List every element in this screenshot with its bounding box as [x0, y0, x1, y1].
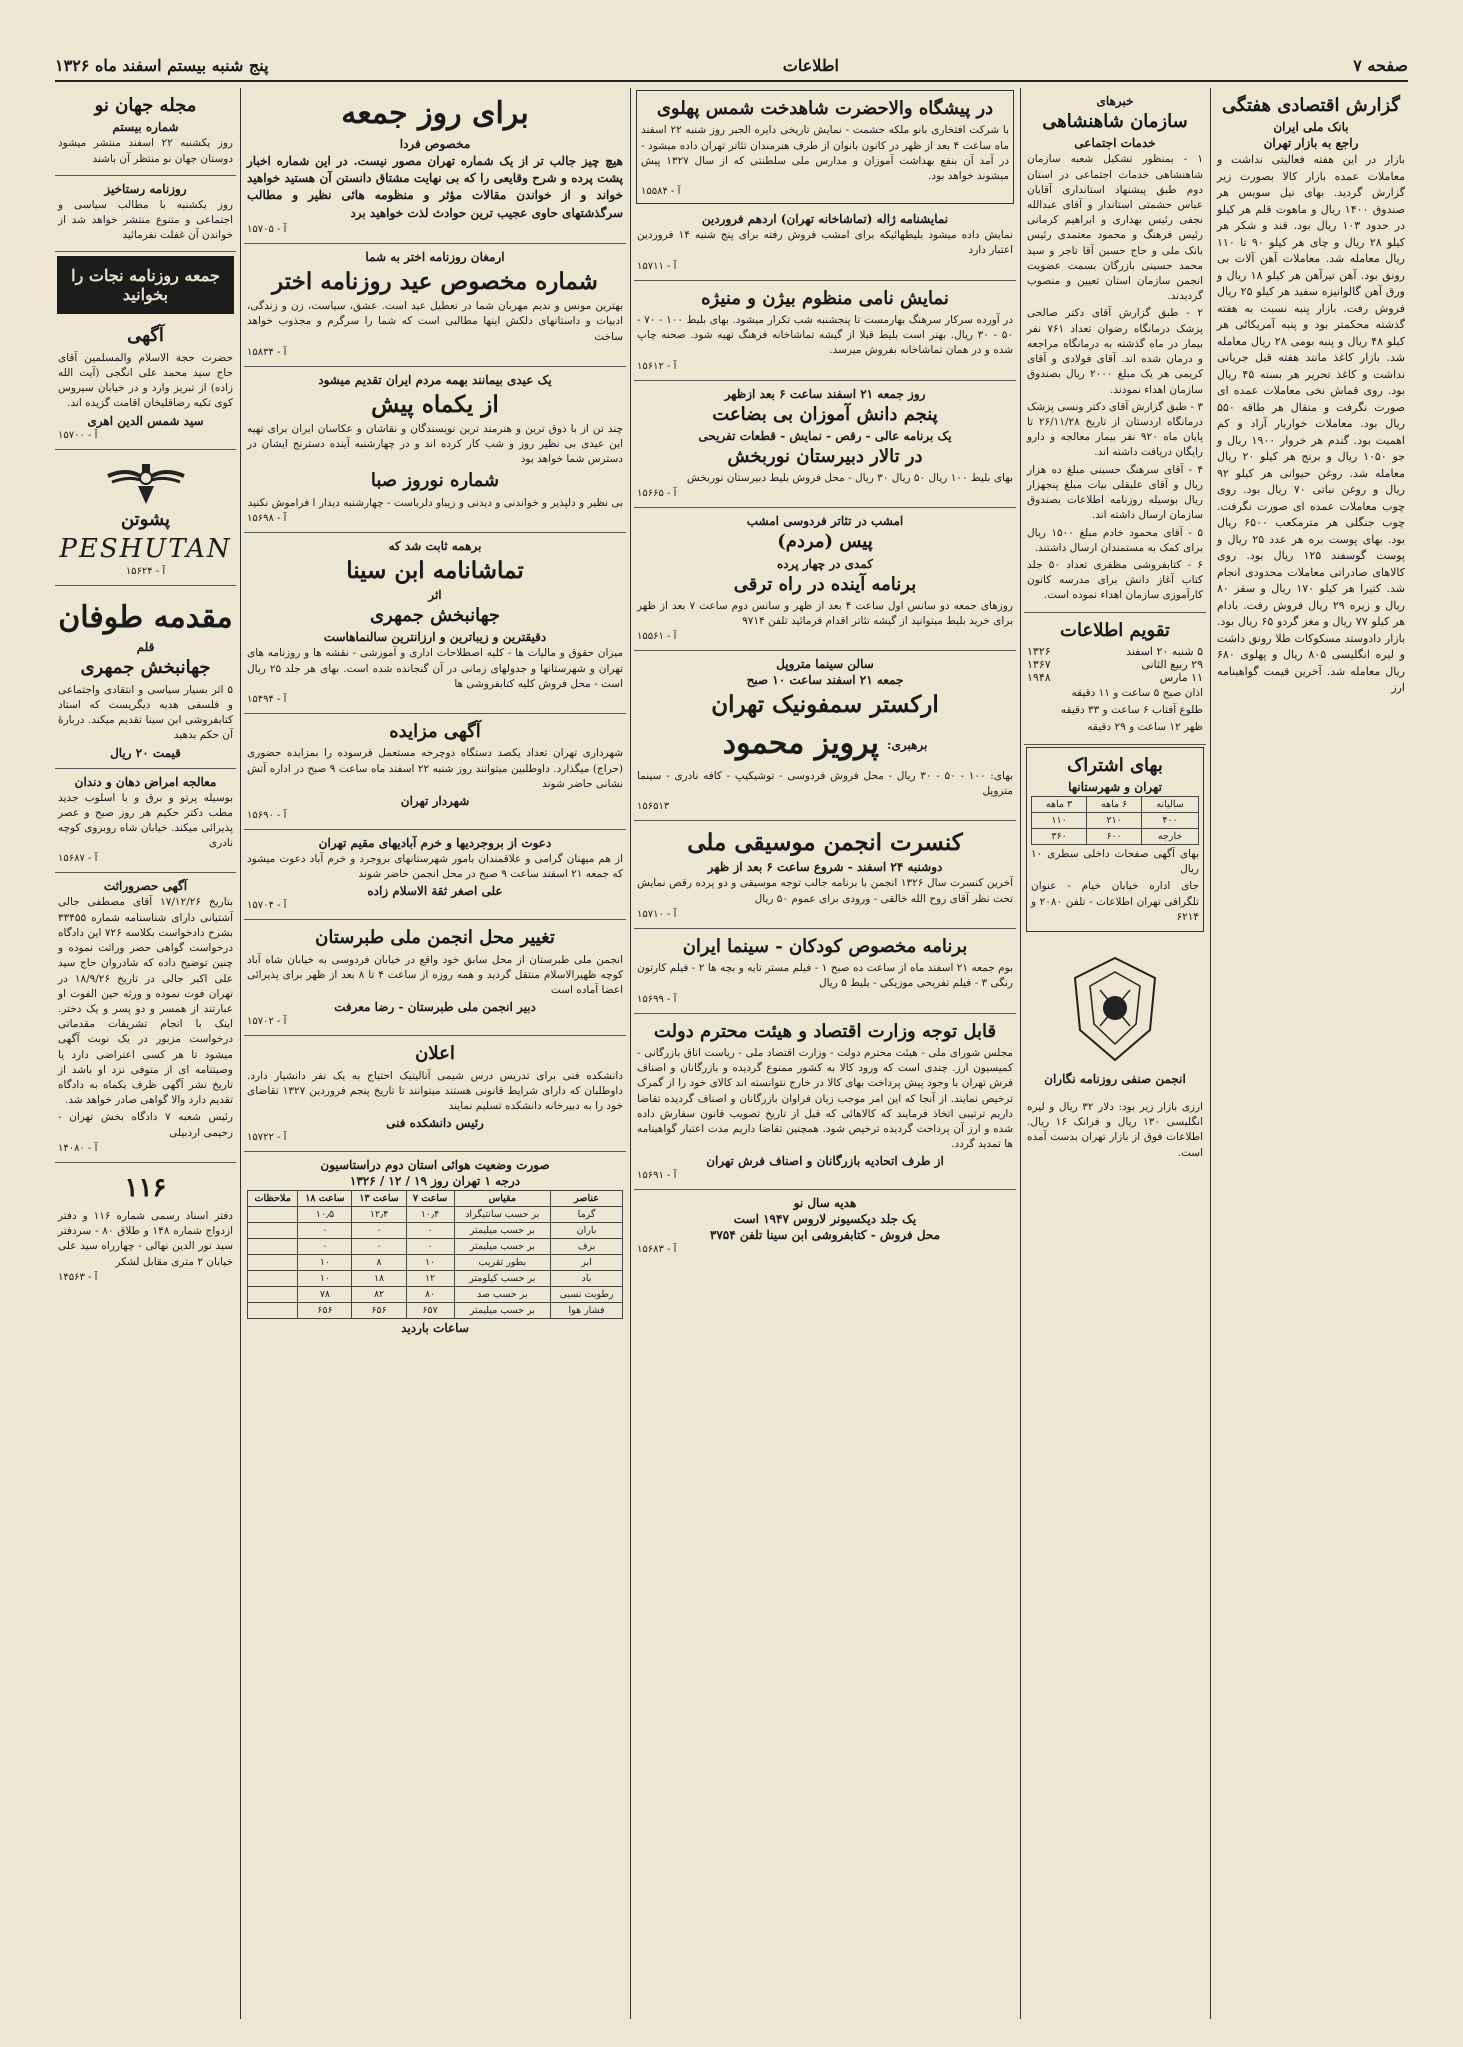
weather-note-cell — [248, 1255, 298, 1271]
d8-sign: رئیس دانشکده فنی — [386, 1116, 484, 1131]
ad10-code: آ - ۱۵۶۸۳ — [637, 1244, 677, 1256]
weather-cell: رطوبت نسبی — [551, 1287, 623, 1303]
peshutan-latin: PESHUTAN — [59, 533, 232, 564]
cal-row-label: ۵ شنبه ۲۰ اسفند — [1126, 644, 1203, 658]
e-num-body: دفتر اسناد رسمی شماره ۱۱۶ و دفتر ازدواج شماره ۱۴۸ و طلاق ۸۰ - سردفتر سید نور الدین نهالی - چهارراه سید علی خیابان ۲ متری مقابل لشکر — [58, 1209, 233, 1268]
e-book-author: جهانبخش جمهری — [80, 657, 211, 679]
ad5-title: پیس (مردم) — [777, 531, 873, 553]
column-rule — [240, 88, 241, 2019]
ad-symphony — [634, 651, 1016, 821]
d1-sub: مخصوص فردا — [399, 136, 471, 151]
ad-notice — [55, 318, 236, 449]
d4-body: میزان حقوق و مالیات ها - کلیه اصطلاحات اداری و آموزشی - نقشه ها و روزنامه های تهران و شهرستانها و جدولهای زمانی در آن گنجانده شده است. بهای هر جلد ۲۵ ریال است - محل فروش کلیه کتابفروشی ها — [247, 647, 623, 690]
ad-tabarestan — [244, 920, 626, 1036]
ad6-conductor: پرویز محمود — [722, 726, 880, 762]
peshutan-code: آ - ۱۵۶۲۴ — [125, 565, 166, 577]
weather-cell: ۶۵۶ — [298, 1303, 352, 1319]
news-title: خبرهای — [1096, 94, 1134, 108]
e-dental-title: معالجه امراض دهان و دندان — [74, 774, 217, 789]
ad8-code: آ - ۱۵۶۹۹ — [637, 993, 677, 1005]
paper-name: اطلاعات — [782, 55, 839, 75]
subscription-region: تهران و شهرستانها — [1068, 779, 1162, 794]
weather-note-cell — [248, 1287, 298, 1303]
calendar-box — [1024, 613, 1206, 745]
ad3-body: در آورده سرکار سرهنگ بهارمست تا پنجشنبه شب تکرار میشود. بهای بلیط ۱۰۰ - ۷۰ - ۵۰ - ۳۰ ریال. بهتر است بلیط قبلا از گیشه تماشاخانه فرهنگ تهیه شود. صحنه چاپ شده و در همان تماشاخانه بفروش میرسد. — [637, 313, 1013, 357]
ad5-code: آ - ۱۵۵۶۱ — [637, 631, 677, 643]
column-announcements — [244, 88, 626, 2019]
d5-title: آگهی مزایده — [389, 720, 481, 742]
ad-ferdowsi-theater — [634, 508, 1016, 651]
calendar-title: تقویم اطلاعات — [1060, 619, 1170, 641]
fx-body: ارزی بازار زیر بود: دلار ۳۲ ریال و لیره انگلیسی ۱۳۰ ریال و فرانک ۱۶ ریال. اطلاعات فوق از بازار تهران بدست آمده است. — [1027, 1100, 1204, 1159]
weather-cell: گرما — [551, 1207, 623, 1223]
d2-title: شماره مخصوص عید روزنامه اختر — [272, 268, 598, 296]
e-notice-code: آ - ۱۵۷۰۰ — [58, 429, 98, 441]
sub-v2: ۲۱۰ — [1087, 812, 1142, 828]
ad-estate — [55, 873, 236, 1163]
d3-title: از یکماه پیش — [371, 390, 499, 418]
weather-table — [247, 1190, 623, 1319]
weather-cell: بر حسب کیلومتر — [454, 1271, 551, 1287]
weather-col-18: ساعت ۱۸ — [298, 1191, 352, 1207]
e-book-by: قلم — [136, 640, 155, 655]
weather-col-elements: عناصر — [551, 1191, 623, 1207]
d3-body2: بی نظیر و دلپذیر و خواندنی و دیدنی و زیباو دلرباست - چهارشنبه دیدار ا فراموش نکنید — [247, 496, 623, 509]
weather-cell: ۱۰ — [406, 1255, 454, 1271]
ad1-title: در پیشگاه والاحضرت شاهدخت شمس پهلوی — [656, 98, 994, 119]
subscription-title: بهای اشتراک — [1067, 754, 1163, 776]
weather-col-13: ساعت ۱۳ — [352, 1191, 406, 1207]
ad6-pre: جمعه ۲۱ اسفند ساعت ۱۰ صبح — [746, 673, 904, 688]
e-book-body: ۵ اثر بسیار سیاسی و انتقادی واجتماعی و فلسفی هدیه دیگریست که استاد کتابفروشی ابن سینا تقدیم میکند. دربارهٔ آن حکم بدهید — [58, 683, 233, 742]
ad7-code: آ - ۱۵۷۱۰ — [637, 908, 677, 920]
ad-notary-116 — [55, 1163, 236, 1291]
weather-cell: بر حسب سانتيگراد — [454, 1207, 551, 1223]
emblem-label: انجمن صنفی روزنامه نگاران — [1044, 1071, 1186, 1086]
e-dental-code: آ - ۱۵۶۸۷ — [58, 853, 98, 865]
e-estate-title: آگهی حصروراثت — [103, 879, 188, 894]
ad10-title: هدیه سال نو — [793, 1196, 857, 1211]
news-p2: ۲ - طبق گزارش آقای دکتر صالحی پزشک درمانگاه رضوان تعداد ۷۶۱ نفر بیمار در ماه گذشته به درمانگاه مراجعه و درمان شده اند. آقای فولادی و آقای کریمی هر یک مبلغ ۲۰۰۰ ریال بصندوق سازمان اهداء نمودند. — [1027, 307, 1203, 396]
weather-cell: فشار هوا — [551, 1303, 623, 1319]
d4-title: تماشانامه ابن سینا — [346, 556, 524, 584]
d5-body: شهرداری تهران تعداد یکصد دستگاه دوچرخه مستعمل فرسوده را بمزایده حضوری (حراج) میگذارد. داوطلبین میتوانند روز شنبه ۲۲ اسفند ماه ساعت ۹ صبح در اداره آتش نشانی حاضر شوند — [247, 747, 623, 790]
d4-desc: دقیقترین و زیباترین و ارزانترین سالنماهاست — [323, 630, 547, 645]
ad1-body: با شرکت افتخاری بانو ملکه حشمت - نمایش تاریخی دایره الجبر روز شنبه ۲۲ اسفند ماه ساعت ۴ بعد از ظهر در کانون بانوان از طرف هنرمندان تئاتر تهران داده میشود - در آمد آن بنفع بهداشت آموزان و مدارس ملی سلطنتی که از سال ۱۳۲۷ پیش میشوند خواهد بود. — [641, 124, 1010, 182]
weather-cell: ۱۰ — [298, 1255, 352, 1271]
d6-code: آ - ۱۵۷۰۴ — [247, 900, 287, 912]
subscription-table — [1031, 796, 1199, 845]
ad3-title: نمایش نامی منظوم بیژن و منیژه — [701, 287, 949, 309]
press-union-emblem — [1024, 950, 1206, 1088]
ad4-body2: بهای بلیط ۱۰۰ ریال ۵۰ ریال ۳۰ ریال - محل فروش بلیط دبیرستان نوربخش — [686, 472, 1013, 485]
weather-cell: ۱۰ — [298, 1271, 352, 1287]
cal-line1: اذان صبح ۵ ساعت و ۱۱ دقیقه — [1071, 686, 1203, 699]
weather-sub: درجه ۱ تهران روز ۱۹ / ۱۲ / ۱۳۲۶ — [349, 1174, 521, 1189]
economic-report — [1214, 88, 1408, 705]
ad10-line2: محل فروش - کتابفروشی ابن سینا تلفن ۳۷۵۴ — [709, 1228, 941, 1243]
weather-cell: باران — [551, 1223, 623, 1239]
ad8-body: بوم جمعه ۲۱ اسفند ماه از ساعت ده صبح ۱ - فیلم مستر تایه و بچه ها ۲ - فیلم کارتون رنگی ۳ - فیلم تفریحی موزیکی - بلیط ۵ ریال — [637, 962, 1014, 990]
d8-code: آ - ۱۵۷۲۲ — [247, 1132, 287, 1144]
e-book-price: قیمت ۲۰ ریال — [110, 745, 181, 760]
econ-body: بازار در این هفته فعالیتی نداشت و معاملات عمده بازار کالا بصورت زیر گزارش گردید. بهای نیل سویس هر صندوق ۱۴۰۰ ریال و ماهوت قلم هر کیلو در حدود ۱۰۳ ریال بود. قند و شکر هر کیلو ۲۸ ریال و چای هر کیلو ۹۰ تا ۱۱۰ ریال معامله شد. معاملات آهن آلات بی رونق بود. آهن تیرآهن هر کیلو ۱۸ ریال و ورق آهن گالوانیزه سفید هر کیلو ۲۵ ریال فروش رفت. بازار پنبه نسبت به هفته گذشته محکمتر بود و پنبه آمریکائی هر کیلو ۴۸ ریال و پنبه بومی ۲۸ ریال معامله شد. بازار کاغذ مانند هفته قبل جریانی نداشت و کاغذ تحریر هر بسته ۴۵ ریال بود. روی قماش نخی معاملات عمده ای صورت نگرفت و متقال هر طاقه ۵۵۰ ریال بود. معاملات خواربار آزاد و کم اهمیت بود. گندم هر خروار ۱۹۰۰ ریال و جو ۱۰۵۰ ریال و برنج هر کیلو ۲۰ ریال معامله شد. روغن حیوانی هر کیلو ۹۲ ریال و روغن نباتی ۷۰ ریال بود. روی چوب معاملات عمده ای صورت نگرفت. چوب جنگلی هر مترمکعب ۶۵۰۰ ریال بود. بهای پوست بره هر عدد ۲۵ ریال و پوست گوسفند ۱۲۵ ریال بود. روی کالاهای صادراتی معاملات محدودی انجام شد. کتیرا هر کیلو ۱۷۰ ریال و سقز ۸۰ ریال و زیره ۲۹ ریال فروش رفت. بادام هر کیلو ۷۷ ریال و مغز گردو ۶۵ ریال بود. بازار دادوستد مسکوکات طلا رونق داشت و لیره انگلیسی ۸۰۵ ریال و پهلوی ۶۸۰ ریال معامله شد. آخرین قیمت گواهینامه ارز — [1217, 153, 1406, 695]
ad7-sub: دوشنبه ۲۴ اسفند - شروع ساعت ۶ بعد از ظهر — [707, 860, 943, 875]
e-book-title: مقدمه طوفان — [58, 599, 233, 635]
d2-body: بهترین مونس و ندیم مهربان شما در تعطیل عید است. عشق، سیاست، زن و زندگی، ادبیات و داستانهای دلکش اینها مطالبی است که شما را سرگرم و مجذوب خواهد ساخت — [247, 300, 623, 343]
weather-cell: ۶۵۶ — [352, 1303, 406, 1319]
ad6-body: بهای: ۱۰۰ - ۵۰ - ۳۰ ریال - محل فروش فردوسی - توشیکیپ - کافه نادری - سینما متروپل — [637, 769, 1014, 798]
ad6-title: ارکستر سمفونیک تهران — [711, 691, 939, 719]
ad2-title: نمایشنامه ژاله (تماشاخانه تهران) اردهم فروردین — [701, 212, 949, 227]
weather-cell: ۱۸ — [352, 1271, 406, 1287]
d6-body: از هم میهنان گرامی و علاقمندان بامور شهرستانهای بروجرد و خرم آباد دعوت میشود که جمعه ۲۱ اسفند ساعت ۹ صبح در محل انجمن حاضر شوند — [247, 852, 623, 881]
news-p5: ۵ - آقای محمود خادم مبلغ ۱۵۰۰ ریال برای کمک به مستمندان ارسال داشتند. — [1027, 526, 1203, 554]
ad-akhtar — [244, 244, 626, 367]
ad4-title: پنجم دانش آموزان بی بضاعت — [712, 403, 938, 425]
faravahar-icon — [106, 460, 186, 506]
ad8-title: برنامه مخصوص کودکان - سینما ایران — [682, 935, 968, 957]
e-rast-body: روز یکشنبه با مطالب سیاسی و اجتماعی و متنوع منتشر خواهد شد از خواندن آن غفلت نفرمائید — [58, 198, 233, 242]
weather-cell: ۱۲٫۴ — [352, 1207, 406, 1223]
weather-report — [244, 1152, 626, 1343]
ad-saba — [244, 367, 626, 533]
weather-cell: برف — [551, 1239, 623, 1255]
e-estate-sign: رئیس شعبه ۷ دادگاه بخش تهران - رحیمی اردبیلی — [58, 1111, 233, 1139]
weather-cell: بر حسب میلیمتر — [454, 1303, 551, 1319]
weather-cell: بر حسب صد — [454, 1287, 551, 1303]
d7-sign: دبیر انجمن ملی طبرستان - رضا معرفت — [334, 1000, 536, 1015]
econ-sub2: راجع به بازار تهران — [1263, 136, 1359, 151]
d4-author: جهانبخش جمهری — [369, 605, 501, 627]
weather-row — [248, 1223, 623, 1239]
ad9-code: آ - ۱۵۶۹۱ — [637, 1170, 677, 1182]
ad4-body: یک برنامه عالی - رقص - نمایش - قطعات تفریحی — [698, 428, 952, 443]
cal-row-label: ۲۹ ربیع الثانی — [1141, 657, 1203, 671]
weather-title: صورت وضعیت هوائی استان دوم دراستاسیون — [320, 1158, 550, 1173]
news-p4: ۴ - آقای سرهنگ حسینی مبلغ ده هزار ریال و آقای علیقلی بیات مبلغ پنجهزار ریال بوسیله روزنامه اطلاعات بصندوق سازمان ارسال داشته اند. — [1027, 463, 1203, 522]
d8-title: اعلان — [415, 1043, 455, 1065]
weather-cell: ۱۲ — [406, 1271, 454, 1287]
ad10-line1: یک جلد دیکسیونر لاروس ۱۹۴۷ است — [733, 1212, 917, 1227]
column-economic-report — [1214, 88, 1408, 2019]
weather-cell: بطور تقریب — [454, 1255, 551, 1271]
d1-title: برای روز جمعه — [341, 96, 529, 131]
ad-rastakhiz — [55, 176, 236, 253]
news-p1: ۱ - بمنظور تشکیل شعبه سازمان شاهنشاهی خدمات اجتماعی در استان دوم طبق پیشنهاد استانداری آقایان عباس حشمتی استاندار و آقای عبدالله نجفی رئیس بهداری و ابراهیم کرمانی رئیس فرهنگ و محمود معتمدی رئیس بانک ملی و حاج حسین آقا تاجر و سید محمد حسینی بازرگان بسمت عضویت انجمن سازمان استان تعیین و منصوب گردیدند. — [1027, 153, 1203, 303]
weather-cell: ۰ — [352, 1239, 406, 1255]
e-estate-code: آ - ۱۴۰۸۰ — [58, 1142, 98, 1154]
weather-note-cell — [248, 1207, 298, 1223]
weather-note-cell — [248, 1239, 298, 1255]
weather-col-notes: ملاحظات — [248, 1191, 298, 1207]
ad5-title2: برنامه آینده در راه ترقی — [733, 573, 917, 595]
e-notice-body: حضرت حجة الاسلام والمسلمین آقای حاج سید محمد علی انگجی (آیت الله زاده) از تبریز وارد و در خیابان سیروس کوی تکیه رضاقلیخان اقامت گزیده اند. — [58, 351, 233, 410]
fx-note — [1024, 1094, 1206, 1169]
ad-jahan-no — [55, 88, 236, 176]
ad-book-toufan — [55, 592, 236, 769]
d3-pre: یک عیدی بیمانند بهمه مردم ایران تقدیم میشود — [318, 372, 552, 387]
ad-ministry-notice — [634, 1014, 1016, 1191]
ad-ibn-sina — [244, 533, 626, 714]
ad2-code: آ - ۱۵۷۱۱ — [637, 260, 677, 272]
e-notice-title: آگهی — [127, 325, 164, 347]
ad3-code: آ - ۱۵۶۱۲ — [637, 360, 677, 372]
e-mag-sub: شماره بیستم — [112, 120, 179, 135]
news-p6: ۶ - کتابفروشی مظفری تعداد ۵۰ جلد کتاب آغاز دانش برای مدرسه کانون کارآموزی سازمان اهداء نموده است. — [1027, 558, 1203, 602]
ad-national-music — [634, 821, 1016, 928]
cal-row-value: ۱۹۴۸ — [1027, 670, 1051, 684]
weather-note-cell — [248, 1303, 298, 1319]
ad2-body: نمایش داده میشود بلیطهائیکه برای امشب فروش رفته برای پنج شنبه ۱۴ فروردین اعتبار دارد — [637, 229, 1013, 257]
masthead — [55, 50, 1408, 82]
e-mag-title: مجله جهان نو — [94, 95, 197, 116]
weather-cell: ۰ — [298, 1223, 352, 1239]
peshutan-fa: پشوتن — [120, 508, 171, 530]
weather-cell: ۶۵۷ — [406, 1303, 454, 1319]
ad6-label: برهبری: — [887, 737, 928, 752]
ad-friday — [244, 88, 626, 244]
ad-dental — [55, 769, 236, 874]
e-dental-body: بوسیله پرتو و برق و با اسلوب جدید مطب دکتر حکیم هر روز صبح و عصر پذیرائی میکند. خیابان شاه روبروی کوچه نادری — [58, 791, 233, 850]
column-rule — [630, 88, 631, 2019]
weather-cell: ۱۰٫۵ — [298, 1207, 352, 1223]
ad7-body: آخرین کنسرت سال ۱۳۲۶ انجمن با برنامه جالب توجه موسیقی و دو پرده رقص نمایش تحت نظر آقای روح الله خالقی - ورودی برای عموم ۵۰ ریال — [637, 877, 1014, 905]
cal-line3: ظهر ۱۲ ساعت و ۲۹ دقیقه — [1087, 721, 1203, 734]
sub-v3: ۱۱۰ — [1032, 812, 1087, 828]
subscription-address: جای اداره خیابان خیام - عنوان تلگرافی تهران اطلاعات - تلفن ۲۰۸۰ و ۶۲۱۴ — [1031, 880, 1199, 923]
sub-h2: ۶ ماهه — [1087, 796, 1142, 812]
d2-code: آ - ۱۵۸۳۴ — [247, 346, 287, 358]
ad4-pre: روز جمعه ۲۱ اسفند ساعت ۶ بعد ازظهر — [724, 386, 926, 401]
ad4-code: آ - ۱۵۶۶۵ — [637, 488, 677, 500]
column-entertainment — [634, 88, 1016, 2019]
cal-line2: طلوع آفتاب ۶ ساعت و ۳۳ دقیقه — [1060, 704, 1203, 717]
weather-row — [248, 1287, 623, 1303]
ad9-sign: از طرف اتحادیه بازرگانان و اصناف فرش تهران — [706, 1154, 944, 1169]
weather-cell: ابر — [551, 1255, 623, 1271]
weather-row — [248, 1255, 623, 1271]
sub-fv2: ۳۶۰ — [1032, 828, 1087, 844]
weather-cell: ۰ — [298, 1239, 352, 1255]
sub-fv1: ۶۰۰ — [1087, 828, 1142, 844]
column-rule — [1020, 88, 1021, 2019]
news-title3: خدمات اجتماعی — [1074, 136, 1156, 151]
e-notice-sign: سید شمس الدین اهری — [87, 413, 204, 428]
cal-row-value: ۱۳۶۷ — [1027, 657, 1051, 671]
sub-foreign: خارجه — [1142, 828, 1199, 844]
ad4-title2: در تالار دبیرستان نوربخش — [727, 445, 923, 467]
ad5-body: روزهای جمعه دو سانس اول ساعت ۴ بعد از ظهر و سانس دوم ساعت ۷ بعد از ظهر برای خرید بلیط میتوانید از گیشه تئاتر اقدام فرمائید تلفن ۹۷۱۴ — [637, 599, 1013, 628]
ad9-body: مجلس شورای ملی - هیئت محترم دولت - وزارت اقتصاد ملی - ریاست اتاق بازرگانی - کمیسیون ارز. چندی است که ورود کالا به کشور ممنوع گردیده و بازرگانان و اصناف فرش تهران با وجود پیش پرداخت بهای کالا در خارج نتوانسته اند کالای خود را از گمرک ترخیص نمایند. از آنجا که این امر موجب زیان فراوان بازرگانان و اصناف گردیده تقاضا داریم ترتیبی اتخاذ فرمایند که کالاهائی که قبل از تاریخ تصویب قانون سفارش داده شده و ارز آن پرداخت گردیده ترخیص شود. همچنین تقاضا داریم مدت اعتبار گواهینامه ها تمدید گردد. — [637, 1046, 1013, 1151]
column-social-services — [1024, 88, 1206, 2019]
weather-row — [248, 1207, 623, 1223]
subscription-note: بهای آگهی صفحات داخلی سطری ۱۰ ریال — [1031, 847, 1199, 876]
ad6-top: سالن سینما متروپل — [776, 657, 874, 672]
weather-cell: ۸ — [352, 1255, 406, 1271]
weather-row — [248, 1303, 623, 1319]
ad-auction — [244, 714, 626, 830]
ad-faculty — [244, 1036, 626, 1152]
e-rast-title: روزنامه رستاخیز — [104, 181, 187, 196]
ad-nejat-banner: جمعه روزنامه نجات را بخوانید — [57, 256, 234, 314]
d5-code: آ - ۱۵۶۹۰ — [247, 809, 287, 821]
ad-peshutan — [55, 456, 236, 586]
ad-princess-shams — [636, 90, 1014, 204]
column-small-ads — [55, 88, 236, 2019]
ad-borujerd — [244, 830, 626, 920]
ad-children-cinema — [634, 929, 1016, 1014]
weather-cell: بر حسب میلیمتر — [454, 1223, 551, 1239]
weather-col-scale: مقیاس — [454, 1191, 551, 1207]
cal-row-value: ۱۳۲۶ — [1027, 644, 1051, 658]
d6-title: دعوت از بروجردیها و خرم آبادیهای مقیم تهران — [318, 835, 552, 850]
econ-sub1: بانک ملی ایران — [1273, 120, 1349, 135]
d3-body: چند تن از با ذوق ترین و هنرمند ترین نویسندگان و نقاشان و عکاسان ایران برای تهیه این عیدی بی نظیر روز و شب کار کرده اند و در چهارشنبه آینده دسترنج ایشان در دسترس شما خواهد بود — [247, 422, 623, 466]
weather-cell: ۰ — [352, 1223, 406, 1239]
e-num-code: آ - ۱۴۵۶۳ — [58, 1271, 98, 1283]
sub-h1: سالیانه — [1142, 796, 1199, 812]
weather-col-7: ساعت ۷ — [406, 1191, 454, 1207]
d1-body: هیچ چیز جالب تر از یک شماره تهران مصور نیست. در این شماره اخبار پشت پرده و شرح وقایعی را که بی نهایت مشتاق دانستن آن هستید خواهید خواند و از خواندن مقالات مؤثر و منظومه هائی نظیر و مطالب سرگذشتهای حاوی عجیب ترین حوادث لذت خواهید برد — [247, 153, 623, 220]
d4-code: آ - ۱۵۴۹۴ — [247, 693, 287, 705]
sub-h3: ۳ ماهه — [1032, 796, 1087, 812]
issue-date: پنج شنبه بیستم اسفند ماه ۱۳۲۶ — [55, 55, 269, 75]
weather-row — [248, 1239, 623, 1255]
weather-cell: ۱۰٫۴ — [406, 1207, 454, 1223]
d7-title: تغییر محل انجمن ملی طبرستان — [315, 927, 555, 949]
weather-cell: ۸۰ — [406, 1287, 454, 1303]
e-num-title: ۱۱۶ — [124, 1172, 167, 1203]
d6-sign: علی اصغر ثقة الاسلام زاده — [367, 884, 503, 899]
ad9-title: قابل توجه وزارت اقتصاد و هیئت محترم دولت — [653, 1020, 997, 1042]
news-p3: ۳ - طبق گزارش آقای دکتر ونسی پزشک درمانگاه اردستان از تاریخ ۲۶/۱۱/۲۸ تا پایان ماه ۹۲۰ نفر بیمار معالجه و دارو رایگان دریافت داشته اند. — [1027, 400, 1203, 459]
subscription-box — [1026, 747, 1204, 932]
d4-sub: اثر — [428, 588, 442, 603]
d5-sign: شهردار تهران — [400, 793, 470, 808]
ad5-sub: کمدی در چهار پرده — [776, 556, 873, 571]
d4-pre: برهمه ثابت شد که — [388, 538, 482, 553]
d3-title2: شماره نوروز صبا — [370, 470, 500, 492]
weather-cell: باد — [551, 1271, 623, 1287]
weather-note-cell — [248, 1223, 298, 1239]
weather-hours-label: ساعات بارديد — [401, 1321, 469, 1336]
ad-students-charity — [634, 381, 1016, 509]
weather-cell: ۸۲ — [352, 1287, 406, 1303]
sub-v1: ۴۰۰ — [1142, 812, 1199, 828]
ad-zhaleh — [634, 206, 1016, 280]
news-title2: سازمان شاهنشاهی — [1042, 111, 1188, 132]
ad-new-year-gift — [634, 1190, 1016, 1263]
ad7-title: کنسرت انجمن موسیقی ملی — [687, 829, 963, 857]
ad1-code: آ - ۱۵۵۸۴ — [641, 186, 681, 198]
weather-note-cell — [248, 1271, 298, 1287]
cal-row-label: ۱۱ مارس — [1159, 670, 1203, 684]
social-services-news — [1024, 88, 1206, 613]
weather-cell: ۷۸ — [298, 1287, 352, 1303]
d7-code: آ - ۱۵۷۰۲ — [247, 1016, 287, 1028]
d2-pre: ارمغان روزنامه اختر به شما — [365, 250, 505, 265]
ad-bijan-manijeh — [634, 281, 1016, 381]
weather-cell: ۰ — [406, 1223, 454, 1239]
ad6-code: ۱۵۶۵۱۳ — [637, 801, 670, 813]
ad5-top: امشب در تئاتر فردوسی امشب — [746, 514, 904, 529]
e-estate-body: بتاریخ ۱۷/۱۲/۲۶ آقای مصطفی جالی آشتیانی دارای شناسنامه شماره ۳۳۴۵۵ بشرح دادخواست بکلاسه ۷۲۶ این دادگاه درخواست گواهی حصر وراثت نموده و چنین توضیح داده که شادروان حاج سید علی اکبر جالی در تاریخ ۱۸/۹/۲۶ در تهران فوت نموده و ورثه حین الفوت او عبارتند از همسر و دو پسر و یک دختر. اینک با انجام تشریفات مقدماتی درخواست مزبور در یک نوبت آگهی میشود تا هر کسی اعتراضی دارد یا وصیتنامه ای از متوفی نزد او باشد از تاریخ نشر آگهی ظرف یکماه به دادگاه تقدیم دارد والا گواهی صادر خواهد شد. — [58, 896, 234, 1107]
page-number: صفحه ۷ — [1353, 55, 1408, 75]
d8-body: دانشکده فنی برای تدریس درس شیمی آنالیتیک احتیاج به یک نفر دانشیار دارد. داوطلبان که دارای شرایط قانونی هستند میتوانند تا تاریخ پنجم فروردین ۱۳۲۷ تقاضای خود را به دبیرخانه دانشکده تسلیم نمایند — [247, 1069, 623, 1113]
e-mag-body: روز یکشنبه ۲۲ اسفند منتشر میشود دوستان جهان نو منتظر آن باشند — [58, 137, 233, 165]
weather-row — [248, 1271, 623, 1287]
column-rule — [1210, 88, 1211, 2019]
weather-cell: ۰ — [406, 1239, 454, 1255]
d1-code: آ - ۱۵۷۰۵ — [247, 224, 287, 236]
d3-code: آ - ۱۵۶۹۸ — [247, 512, 287, 524]
weather-cell: بر حسب میلیمتر — [454, 1239, 551, 1255]
d7-body: انجمن ملی طبرستان از محل سابق خود واقع در خیابان فردوسی به خیابان شاه آباد کوچه ظهیرالاسلام منتقل گردید و همه روزه از ساعت ۴ تا ۸ بعد از ظهر برای پذیرائی اعضا آماده است — [247, 953, 624, 997]
econ-title: گزارش اقتصادی هفتگی — [1222, 95, 1400, 116]
emblem-icon — [1060, 950, 1170, 1070]
